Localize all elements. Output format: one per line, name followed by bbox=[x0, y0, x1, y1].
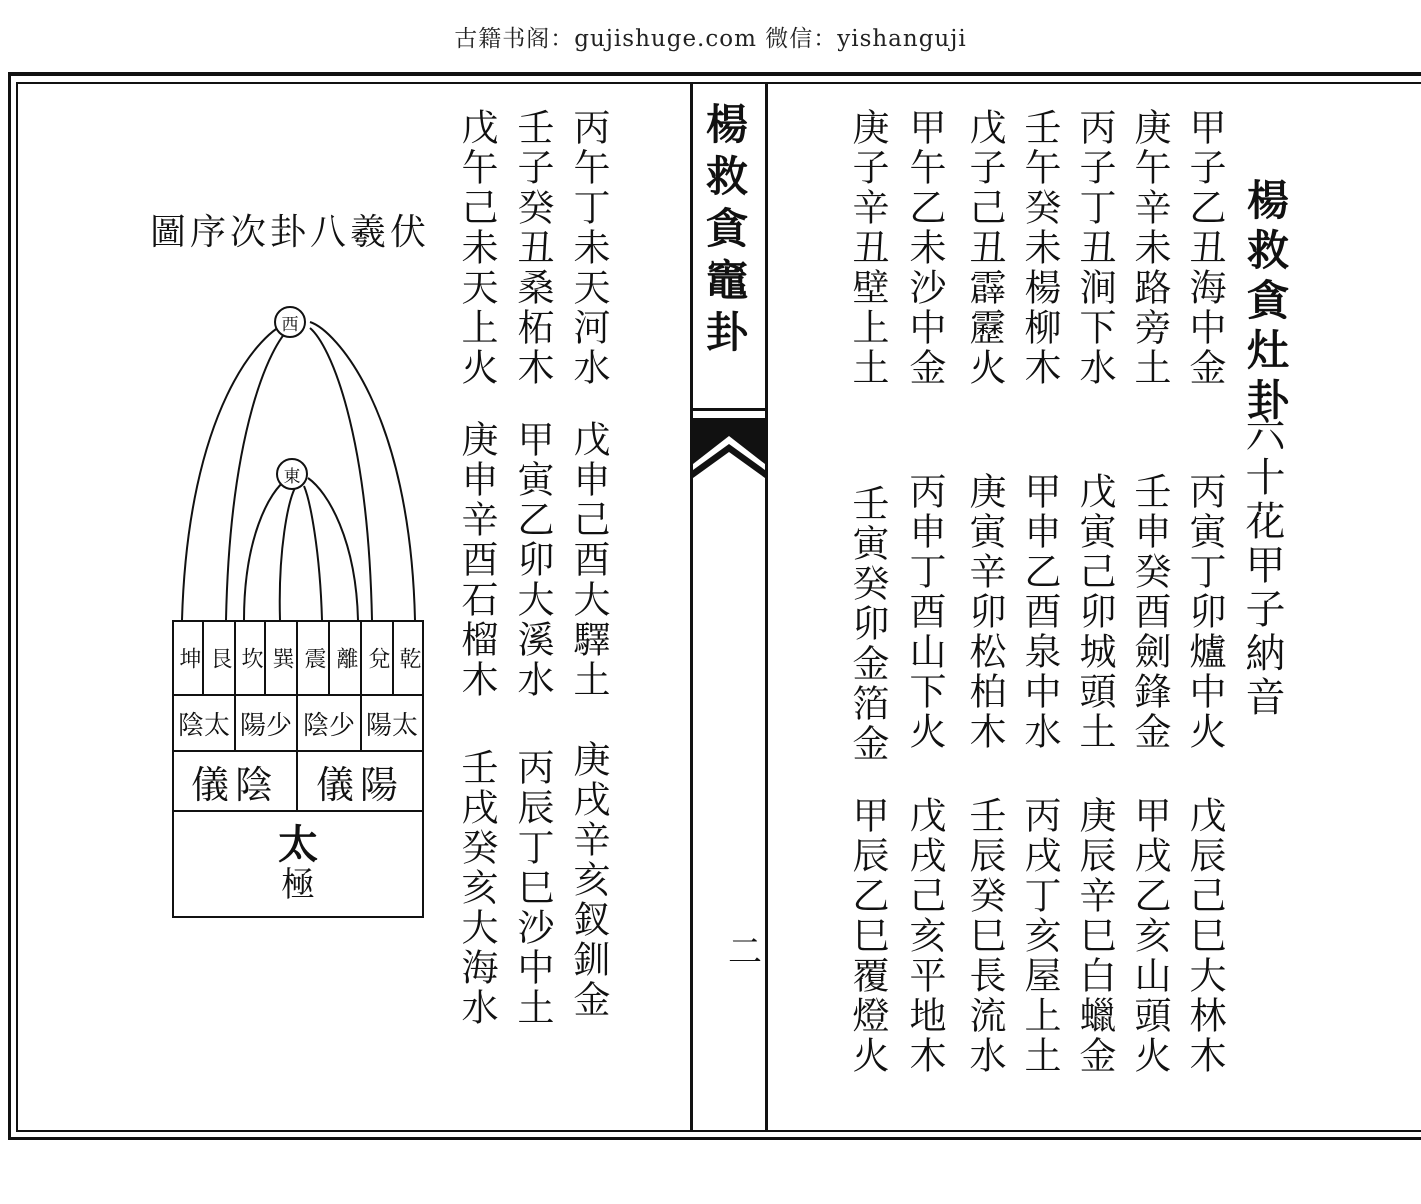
spine-rule-left bbox=[690, 84, 693, 1130]
nayin-column: 庚午辛未路旁土 bbox=[1128, 108, 1171, 388]
nayin-column: 甲子乙丑海中金 bbox=[1183, 108, 1226, 388]
trigram-label: 兌 bbox=[365, 647, 390, 669]
two-mode-cell bbox=[296, 750, 424, 812]
nayin-column: 甲寅乙卯大溪水 bbox=[511, 420, 554, 700]
trigram-cell bbox=[360, 620, 394, 696]
nayin-column: 壬午癸未楊柳木 bbox=[1018, 108, 1061, 388]
nayin-column: 戊寅己卯城頭土 bbox=[1073, 472, 1116, 752]
right-page-title: 楊救貪灶卦 bbox=[1241, 178, 1290, 428]
spine-title: 楊救貪竈卦 bbox=[700, 102, 749, 362]
trigram-label: 坎 bbox=[238, 647, 263, 669]
nayin-column: 甲辰乙巳覆燈火 bbox=[846, 796, 889, 1076]
taiji-cell bbox=[172, 810, 424, 918]
nayin-column: 戊午己未天上火 bbox=[455, 108, 498, 388]
nayin-column: 甲午乙未沙中金 bbox=[903, 108, 946, 388]
nayin-column: 庚辰辛巳白蠟金 bbox=[1073, 796, 1116, 1076]
spine-rule-right bbox=[765, 84, 768, 1130]
nayin-column: 丙寅丁卯爐中火 bbox=[1183, 472, 1226, 752]
nayin-column: 甲申乙酉泉中水 bbox=[1018, 472, 1061, 752]
east-circle-label: 東 bbox=[276, 458, 308, 490]
four-image-label: 太陰 bbox=[177, 710, 230, 741]
nayin-column: 丙午丁未天河水 bbox=[567, 108, 610, 388]
nayin-column: 壬寅癸卯金箔金 bbox=[846, 484, 889, 764]
trigram-cell bbox=[202, 620, 236, 696]
trigram-cell bbox=[328, 620, 362, 696]
nayin-column: 戊子己丑霹靂火 bbox=[963, 108, 1006, 388]
trigram-cell bbox=[264, 620, 298, 696]
four-image-cell bbox=[296, 694, 362, 752]
watermark-header: 古籍书阁：gujishuge.com 微信：yishanguji bbox=[454, 26, 967, 52]
nayin-column: 丙戌丁亥屋上土 bbox=[1018, 796, 1061, 1076]
nayin-column: 壬子癸丑桑柘木 bbox=[511, 108, 554, 388]
nayin-column: 壬辰癸巳長流水 bbox=[963, 796, 1006, 1076]
trigram-label: 離 bbox=[333, 647, 358, 669]
nayin-column: 戊辰己巳大林木 bbox=[1183, 796, 1226, 1076]
nayin-column: 庚子辛丑壁上土 bbox=[846, 108, 889, 388]
nayin-column: 庚戌辛亥釵釧金 bbox=[567, 740, 610, 1020]
trigram-cell bbox=[172, 620, 204, 696]
nayin-column: 庚申辛酉石榴木 bbox=[455, 420, 498, 700]
nayin-column: 丙申丁酉山下火 bbox=[903, 472, 946, 752]
four-image-cell bbox=[172, 694, 236, 752]
two-mode-label: 陰儀 bbox=[190, 762, 279, 807]
nayin-column: 戊申己酉大驛土 bbox=[567, 420, 610, 700]
four-image-label: 少陽 bbox=[239, 710, 292, 741]
nayin-column: 戊戌己亥平地木 bbox=[903, 796, 946, 1076]
nayin-column: 丙辰丁巳沙中土 bbox=[511, 748, 554, 1028]
taiji-label: 太 bbox=[278, 821, 318, 869]
diagram-title bbox=[150, 204, 430, 255]
nayin-column: 甲戌乙亥山頭火 bbox=[1128, 796, 1171, 1076]
trigram-cell bbox=[392, 620, 424, 696]
trigram-cell bbox=[296, 620, 330, 696]
four-image-cell bbox=[234, 694, 298, 752]
trigram-label: 巽 bbox=[269, 647, 294, 669]
four-image-label: 少陰 bbox=[302, 710, 355, 741]
trigram-label: 乾 bbox=[396, 647, 421, 669]
two-mode-cell bbox=[172, 750, 298, 812]
four-image-label: 太陽 bbox=[365, 710, 418, 741]
page-number: 二 bbox=[728, 932, 762, 972]
trigram-label: 艮 bbox=[207, 647, 232, 669]
nayin-column: 丙子丁丑涧下水 bbox=[1073, 108, 1116, 388]
spine-title-rule bbox=[692, 408, 766, 411]
nayin-column: 壬戌癸亥大海水 bbox=[455, 748, 498, 1028]
nayin-column: 壬申癸酉劍鋒金 bbox=[1128, 472, 1171, 752]
diagram-title-text: 伏羲八卦次序圖 bbox=[149, 212, 430, 253]
west-circle-label: 西 bbox=[274, 306, 306, 338]
trigram-label: 坤 bbox=[176, 647, 201, 669]
trigram-cell bbox=[234, 620, 266, 696]
trigram-label: 震 bbox=[301, 647, 326, 669]
four-image-cell bbox=[360, 694, 424, 752]
spine-fishtail-mark bbox=[693, 418, 765, 478]
right-page-subtitle: 六十花甲子納音 bbox=[1239, 412, 1285, 720]
nayin-column: 庚寅辛卯松柏木 bbox=[963, 472, 1006, 752]
two-mode-label: 陽儀 bbox=[315, 762, 404, 807]
taiji-label: 極 bbox=[281, 865, 315, 906]
